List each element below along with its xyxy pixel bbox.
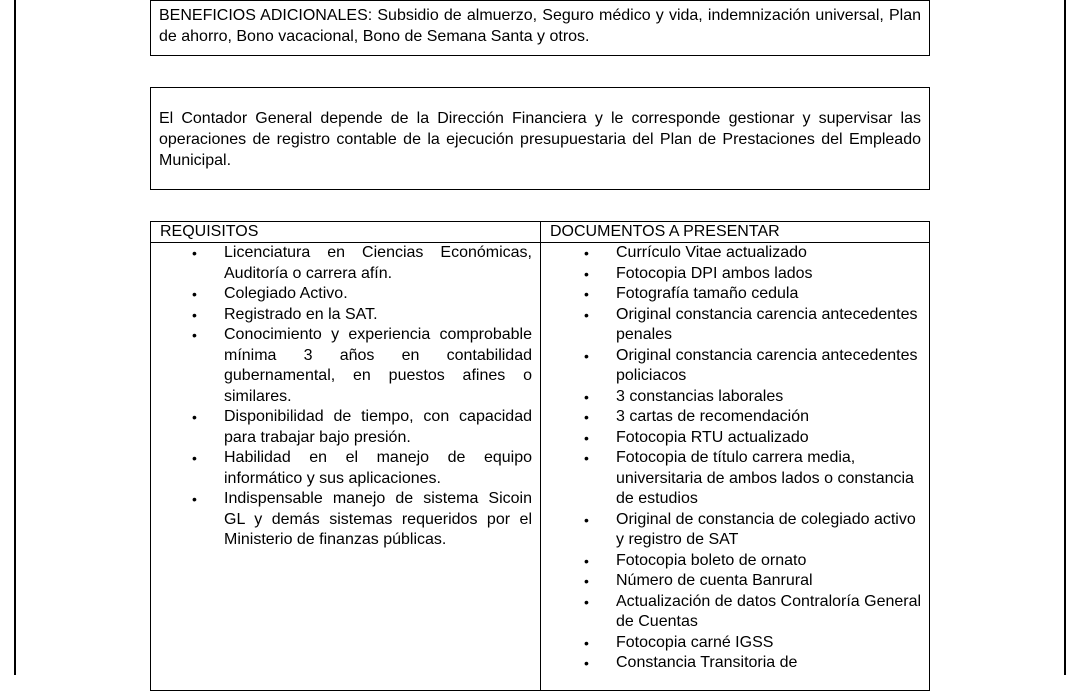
document-item-text: Actualización de datos Contraloría General de Cuentas xyxy=(616,592,922,630)
requirement-item xyxy=(192,305,532,326)
document-item-text: Original de constancia de colegiado activo y registro de SAT xyxy=(616,510,916,548)
document-item-text: Fotocopia RTU actualizado xyxy=(616,428,809,446)
requirements-list xyxy=(192,243,532,551)
documents-list xyxy=(584,243,924,674)
document-item xyxy=(584,571,924,592)
document-item xyxy=(584,510,924,551)
requirement-item-text: Indispensable manejo de sistema Sicoin GL y demás sistemas requeridos por el Ministerio de finanzas públicas. xyxy=(224,490,532,548)
document-item-text: Fotocopia DPI ambos lados xyxy=(616,264,813,282)
document-item xyxy=(584,407,924,428)
requirement-item xyxy=(192,489,532,551)
requirement-item xyxy=(192,243,532,284)
document-item-text: Original constancia carencia antecedentes penales xyxy=(616,305,918,343)
document-item xyxy=(584,264,924,285)
bullet-icon: • xyxy=(584,429,589,446)
bullet-icon: • xyxy=(584,245,589,261)
job-description-text: El Contador General depende de la Dirección Financiera y le corresponde gestionar y supervisar las operaciones de registro contable de la ejecución presupuestaria del Plan de Prestaciones del Empleado Municipal. xyxy=(159,110,921,169)
document-item xyxy=(584,346,924,387)
document-item xyxy=(584,592,924,633)
document-item xyxy=(584,284,924,305)
requirement-item-text: Colegiado Activo. xyxy=(224,285,348,302)
bullet-icon: • xyxy=(192,245,197,261)
bullet-icon: • xyxy=(584,511,589,528)
document-item xyxy=(584,633,924,654)
bullet-icon: • xyxy=(192,409,197,425)
bullet-icon: • xyxy=(584,265,589,282)
requirement-item xyxy=(192,325,532,407)
bullet-icon: • xyxy=(584,634,589,651)
bullet-icon: • xyxy=(584,552,589,569)
bullet-icon: • xyxy=(584,306,589,323)
requirement-item-text: Licenciatura en Ciencias Económicas, Auditoría o carrera afín. xyxy=(224,244,532,282)
job-description-box xyxy=(150,87,930,190)
document-item xyxy=(584,653,924,674)
requirement-item-text: Disponibilidad de tiempo, con capacidad para trabajar bajo presión. xyxy=(224,408,532,446)
bullet-icon: • xyxy=(192,306,197,323)
requirements-column xyxy=(192,243,532,551)
requirement-item xyxy=(192,284,532,305)
requirement-item xyxy=(192,448,532,489)
document-item-text: Fotografía tamaño cedula xyxy=(616,285,799,302)
requirement-item xyxy=(192,407,532,448)
document-item xyxy=(584,428,924,449)
bullet-icon: • xyxy=(584,388,589,405)
bullet-icon: • xyxy=(584,286,589,302)
bullet-icon: • xyxy=(584,593,589,610)
requirements-header: REQUISITOS xyxy=(160,223,259,240)
documents-column xyxy=(584,243,924,674)
bullet-icon: • xyxy=(584,450,589,466)
column-divider xyxy=(540,222,541,690)
bullet-icon: • xyxy=(584,409,589,425)
document-item-text: Constancia Transitoria de xyxy=(616,654,798,671)
document-item-text: 3 cartas de recomendación xyxy=(616,408,809,425)
page-border-right xyxy=(1064,0,1066,675)
document-item-text: Currículo Vitae actualizado xyxy=(616,244,807,261)
document-item xyxy=(584,243,924,264)
document-item-text: Número de cuenta Banrural xyxy=(616,572,813,589)
document-item xyxy=(584,305,924,346)
document-item-text: Original constancia carencia antecedentes policiacos xyxy=(616,346,918,384)
requirement-item-text: Registrado en la SAT. xyxy=(224,305,378,323)
benefits-text: BENEFICIOS ADICIONALES: Subsidio de almuerzo, Seguro médico y vida, indemnización universal, Plan de ahorro, Bono vacacional, Bono de Semana Santa y otros. xyxy=(159,7,921,45)
bullet-icon: • xyxy=(584,655,589,671)
document-item-text: Fotocopia carné IGSS xyxy=(616,633,774,651)
document-item xyxy=(584,448,924,510)
documents-header: DOCUMENTOS A PRESENTAR xyxy=(550,223,780,240)
document-item xyxy=(584,387,924,408)
bullet-icon: • xyxy=(192,491,197,507)
document-item-text: Fotocopia boleto de ornato xyxy=(616,551,807,569)
bullet-icon: • xyxy=(192,286,197,302)
benefits-box xyxy=(150,0,930,56)
bullet-icon: • xyxy=(192,327,197,343)
bullet-icon: • xyxy=(192,450,197,466)
requirements-table xyxy=(150,221,930,691)
page-border-left xyxy=(14,0,16,675)
bullet-icon: • xyxy=(584,573,589,589)
requirement-item-text: Conocimiento y experiencia comprobable mínima 3 años en contabilidad gubernamental, en puestos afines o similares. xyxy=(224,326,532,405)
document-item-text: 3 constancias laborales xyxy=(616,387,784,405)
bullet-icon: • xyxy=(584,347,589,364)
document-item-text: Fotocopia de título carrera media, universitaria de ambos lados o constancia de estudios xyxy=(616,449,914,507)
requirement-item-text: Habilidad en el manejo de equipo informático y sus aplicaciones. xyxy=(224,449,532,487)
document-item xyxy=(584,551,924,572)
